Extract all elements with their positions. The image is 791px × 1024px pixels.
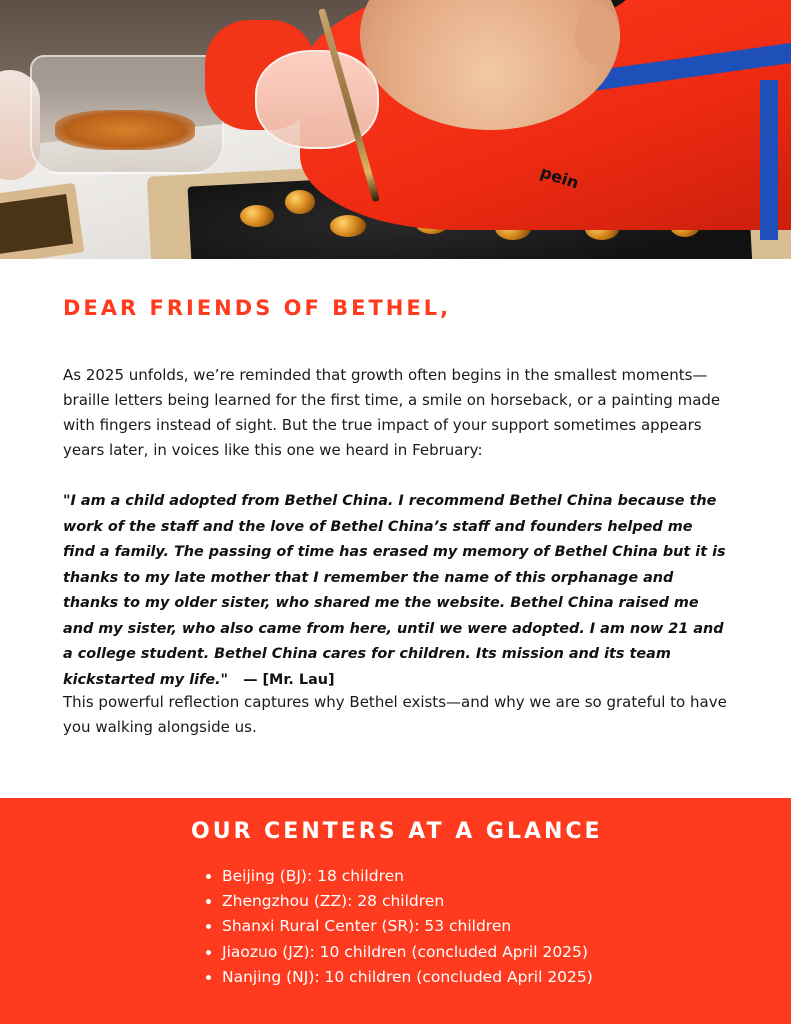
center-item-beijing: • Beijing (BJ): 18 children	[222, 864, 593, 889]
center-item-shanxi: • Shanxi Rural Center (SR): 53 children	[222, 914, 593, 939]
quote-attribution: — [Mr. Lau]	[243, 671, 335, 688]
ear	[575, 5, 620, 65]
center-item-jiaozuo: • Jiaozuo (JZ): 10 children (concluded April 2025)	[222, 940, 593, 965]
letter-heading: DEAR FRIENDS OF BETHEL,	[63, 296, 452, 320]
testimonial-quote	[63, 489, 728, 693]
hero-photo	[0, 0, 791, 259]
closing-paragraph: This powerful reflection captures why Bethel exists—and why we are so grateful to have you walking alongside us.	[63, 693, 727, 736]
centers-section	[0, 798, 791, 1024]
bowl-paint	[55, 110, 195, 150]
quote-text: "I am a child adopted from Bethel China. I recommend Bethel China because the work of the staff and the love of Bethel China’s staff and founders helped me find a family. The passing of time has erased my memory of Bethel China but it is thanks to my late mother that I remember the name of this orphanage and thanks to my older sister, who shared me the website. Bethel China raised me and my sister, who also came from here, until we were adopted. I am now 21 and a college student. Bethel China cares for children. Its mission and its team kickstarted my life."	[63, 493, 726, 688]
apron-logo-text: pein	[538, 162, 582, 193]
small-canvas-frame	[0, 183, 84, 259]
centers-heading: OUR CENTERS AT A GLANCE	[191, 819, 603, 844]
apron-strap	[760, 80, 778, 240]
gold-paint-blob	[330, 215, 366, 237]
intro-paragraph: As 2025 unfolds, we’re reminded that growth often begins in the smallest moments—braille letters being learned for the first time, a smile on horseback, or a painting made with fingers instead of sight. But the true impact of your support sometimes appears years later, in voices like this one we heard in February:	[63, 366, 721, 459]
center-item-nanjing: • Nanjing (NJ): 10 children (concluded April 2025)	[222, 965, 593, 990]
gold-paint-blob	[240, 205, 274, 227]
gold-paint-blob	[285, 190, 315, 214]
centers-list	[200, 864, 593, 990]
center-item-zhengzhou: • Zhengzhou (ZZ): 28 children	[222, 889, 593, 914]
